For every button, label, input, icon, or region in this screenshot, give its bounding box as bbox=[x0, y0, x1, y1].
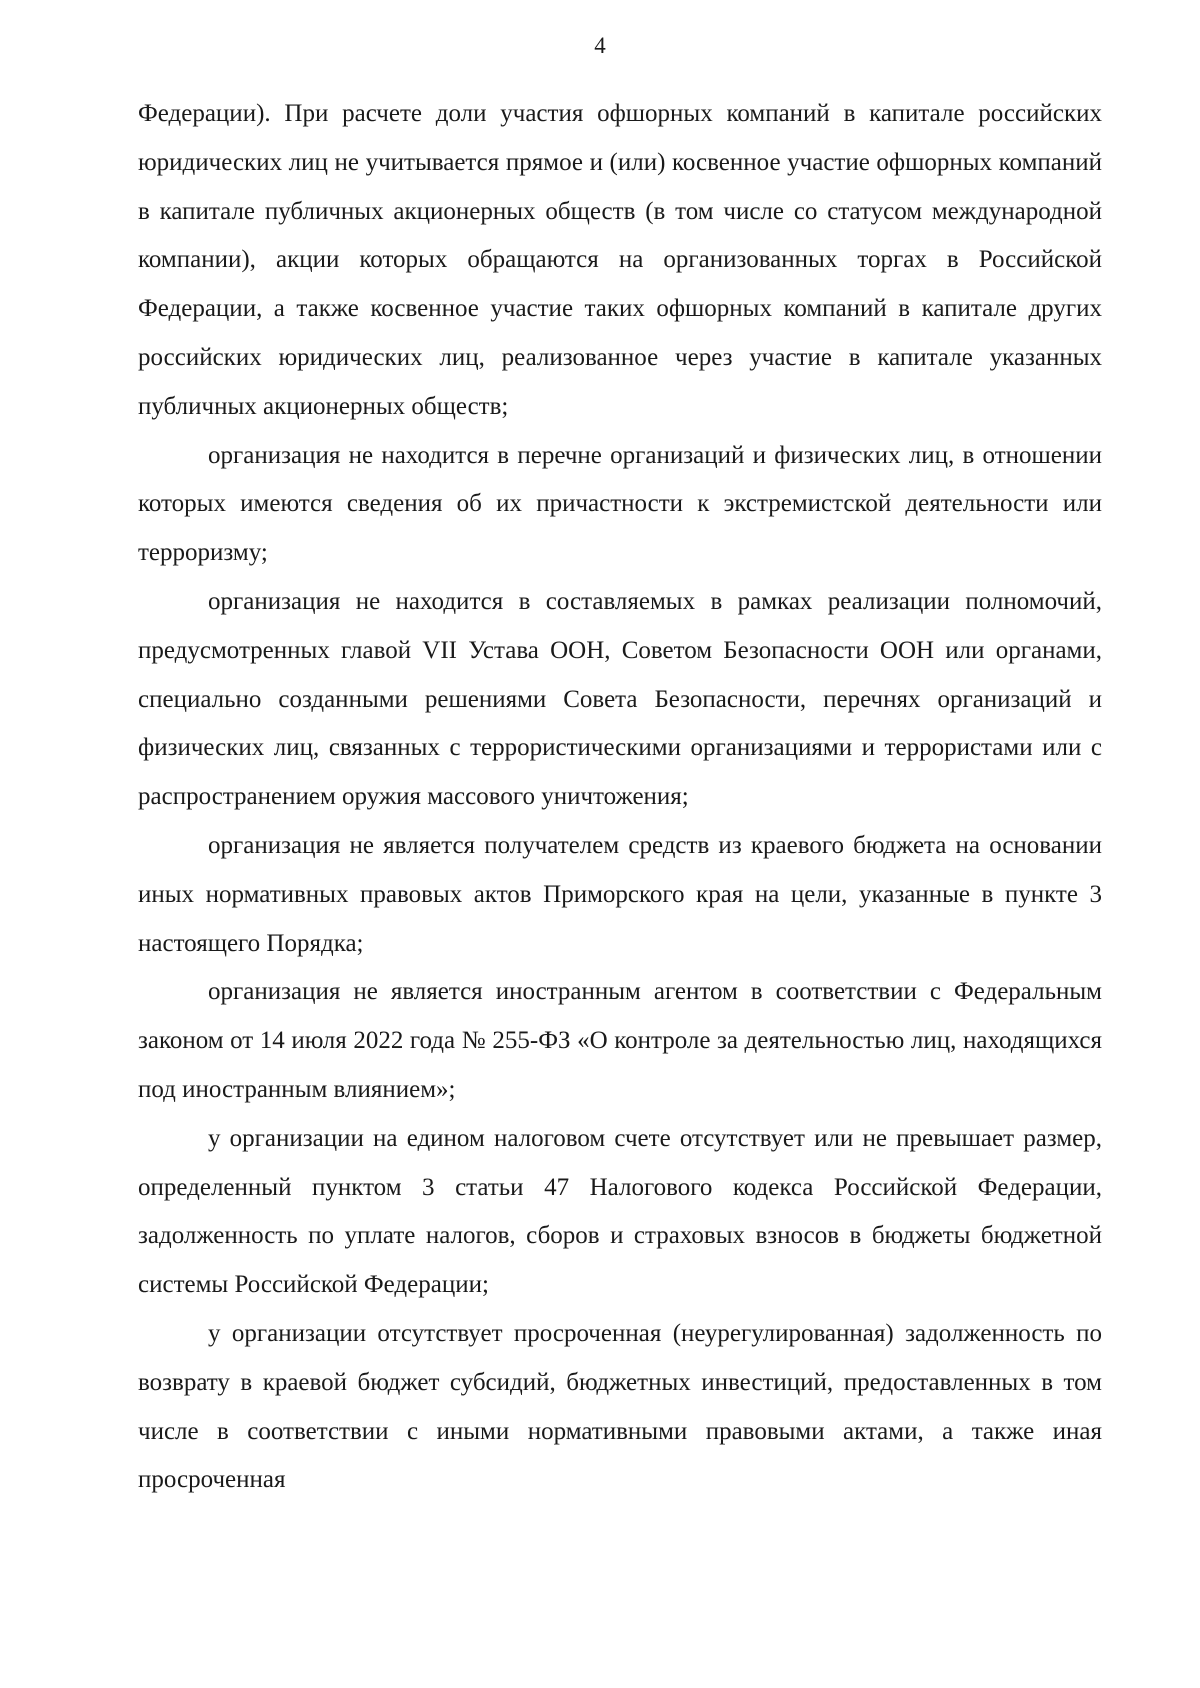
document-body bbox=[138, 90, 1102, 1505]
paragraph-regional-budget-recipient: организация не является получателем средств из краевого бюджета на основании иных нормативных правовых актов Приморского края на цели, указанные в пункте 3 настоящего Порядка; bbox=[138, 831, 1102, 957]
paragraph-overdue-debt: у организации отсутствует просроченная (неурегулированная) задолженность по возврату в краевой бюджет субсидий, бюджетных инвестиций, предоставленных в том числе в соответствии с иными нормативными правовыми актами, а также иная просроченная bbox=[138, 1319, 1102, 1494]
page-number: 4 bbox=[594, 33, 606, 58]
paragraph-extremism-list: организация не находится в перечне организаций и физических лиц, в отношении которых имеются сведения об их причастности к экстремистской деятельности или терроризму; bbox=[138, 441, 1102, 567]
paragraph-un-security-council-list: организация не находится в составляемых в рамках реализации полномочий, предусмотренных главой VII Устава ООН, Советом Безопасности ООН или органами, специально созданными решениями Совета Безопасности, перечнях организаций и физических лиц, связанных с террористическими организациями и террористами или с распространением оружия массового уничтожения; bbox=[138, 587, 1102, 811]
paragraph-foreign-agent: организация не является иностранным агентом в соответствии с Федеральным законом от 14 июля 2022 года № 255-ФЗ «О контроле за деятельностью лиц, находящихся под иностранным влиянием»; bbox=[138, 978, 1102, 1103]
paragraph-offshore-participation: Федерации). При расчете доли участия офшорных компаний в капитале российских юридических лиц не учитывается прямое и (или) косвенное участие офшорных компаний в капитале публичных акционерных обществ (в том числе со статусом международной компании), акции которых обращаются на организованных торгах в Российской Федерации, а также косвенное участие таких офшорных компаний в капитале других российских юридических лиц, реализованное через участие в капитале указанных публичных акционерных обществ; bbox=[138, 100, 1102, 420]
paragraph-tax-debt: у организации на едином налоговом счете отсутствует или не превышает размер, определенный пунктом 3 статьи 47 Налогового кодекса Российской Федерации, задолженность по уплате налогов, сборов и страховых взносов в бюджеты бюджетной системы Российской Федерации; bbox=[138, 1124, 1102, 1299]
